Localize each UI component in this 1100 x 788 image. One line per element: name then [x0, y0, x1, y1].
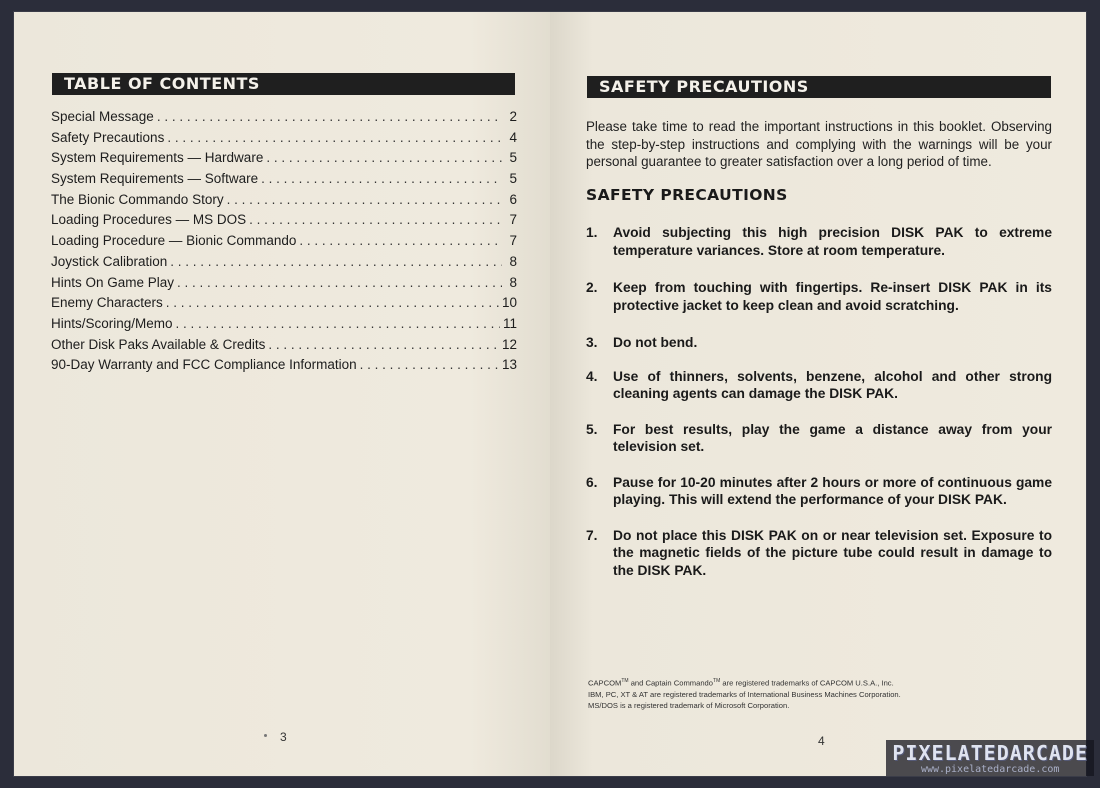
toc-leader-dots	[176, 316, 500, 331]
table-of-contents	[51, 109, 517, 378]
safety-rule	[586, 334, 1052, 352]
toc-entry-title: System Requirements — Hardware	[51, 150, 264, 166]
toc-entry-title: Special Message	[51, 109, 154, 124]
toc-entry-page: 8	[509, 253, 517, 269]
toc-entry-page: 7	[509, 233, 517, 249]
footnote-capcom: CAPCOM	[588, 678, 622, 688]
watermark-url: www.pixelatedarcade.com	[920, 764, 1060, 775]
toc-leader-dots	[266, 150, 502, 165]
toc-leader-dots	[166, 295, 499, 310]
toc-entry-title: The Bionic Commando Story	[51, 191, 224, 207]
toc-entry-page: 11	[502, 315, 517, 331]
right-page-number: 4	[818, 734, 825, 748]
safety-rule-text: Pause for 10-20 minutes after 2 hours or more of continuous game playing. This will extend the performance of your DISK PAK.	[613, 474, 1052, 507]
safety-rule-number: 2.	[586, 280, 598, 295]
watermark-title: PIXELATEDARCADE	[892, 741, 1088, 765]
toc-leader-dots	[227, 192, 502, 207]
toc-entry-page: 7	[509, 212, 517, 228]
toc-entry-title: Other Disk Paks Available & Credits	[51, 336, 266, 352]
safety-rule-number: 4.	[586, 368, 598, 384]
footnote-line-2: IBM, PC, XT & AT are registered trademarks of International Business Machines Corporation.	[588, 689, 901, 699]
safety-rule-number: 3.	[586, 335, 598, 350]
right-page	[550, 12, 1086, 776]
toc-entry	[51, 295, 517, 316]
toc-entry-title: Loading Procedures — MS DOS	[51, 212, 247, 228]
toc-entry-title: Hints On Game Play	[51, 274, 175, 290]
toc-entry-page: 2	[509, 109, 517, 124]
toc-entry-page: 6	[509, 191, 517, 207]
toc-entry	[51, 316, 517, 337]
toc-entry-page: 4	[509, 129, 517, 145]
safety-rule	[586, 474, 1052, 509]
toc-entry-page: 12	[501, 336, 517, 352]
safety-subheading: SAFETY PRECAUTIONS	[586, 186, 788, 204]
toc-entry	[51, 357, 517, 378]
toc-entry	[51, 337, 517, 358]
safety-rule	[586, 421, 1052, 456]
safety-rule-number: 7.	[586, 527, 598, 543]
toc-entry-title: System Requirements — Software	[51, 171, 259, 187]
safety-rule	[586, 368, 1052, 403]
toc-leader-dots	[268, 337, 499, 352]
footnote-captain: and Captain Commando	[628, 678, 714, 688]
safety-rule-text: Keep from touching with fingertips. Re-insert DISK PAK in its protective jacket to keep clean and avoid scratching.	[613, 280, 1052, 313]
footnote-rest: are registered trademarks of CAPCOM U.S.A., Inc.	[720, 678, 894, 688]
toc-entry-title: Loading Procedure — Bionic Commando	[51, 233, 297, 249]
toc-entry-page: 5	[509, 171, 517, 187]
toc-entry	[51, 254, 517, 275]
footnote-line-1	[588, 676, 968, 689]
safety-heading: SAFETY PRECAUTIONS	[587, 76, 1051, 98]
safety-rule-text: Use of thinners, solvents, benzene, alcohol and other strong cleaning agents can damage the DISK PAK.	[613, 368, 1052, 401]
intro-paragraph: Please take time to read the important instructions in this booklet. Observing the step-by-step instructions and complying with the warnings will be your personal guarantee to greater satisfaction over a long period of time.	[586, 119, 1052, 169]
toc-leader-dots	[261, 171, 502, 186]
toc-entry	[51, 150, 517, 171]
toc-entry	[51, 171, 517, 192]
toc-entry-page: 10	[501, 295, 517, 311]
trademark-footnotes	[588, 676, 968, 711]
toc-entry	[51, 192, 517, 213]
toc-entry-title: Hints/Scoring/Memo	[51, 315, 173, 331]
toc-entry-page: 13	[501, 357, 517, 373]
toc-entry	[51, 130, 517, 151]
safety-rule	[586, 224, 1052, 259]
toc-leader-dots	[157, 109, 502, 124]
safety-rule-text: Do not bend.	[613, 335, 698, 350]
toc-leader-dots	[249, 212, 502, 227]
safety-rule	[586, 527, 1052, 580]
toc-entry-title: Joystick Calibration	[51, 253, 168, 269]
toc-leader-dots	[360, 357, 499, 372]
safety-rule-text: Do not place this DISK PAK on or near television set. Exposure to the magnetic fields of the picture tube could result in damage to the DISK PAK.	[613, 527, 1052, 578]
safety-rules-list	[586, 224, 1052, 579]
trademark-sup: TM	[621, 678, 629, 684]
toc-entry	[51, 275, 517, 296]
print-mark	[264, 734, 267, 737]
safety-rule-text: For best results, play the game a distance away from your television set.	[613, 421, 1052, 454]
toc-entry-page: 5	[509, 150, 517, 166]
toc-entry-page: 8	[509, 274, 517, 290]
toc-leader-dots	[177, 275, 502, 290]
safety-rule-number: 6.	[586, 474, 598, 490]
safety-rule-number: 5.	[586, 421, 598, 437]
trademark-sup: TM	[713, 678, 721, 684]
toc-heading: TABLE OF CONTENTS	[52, 73, 515, 95]
toc-entry	[51, 212, 517, 233]
booklet-spread	[14, 12, 1086, 776]
safety-rule	[586, 279, 1052, 314]
toc-entry	[51, 109, 517, 130]
watermark	[886, 740, 1094, 776]
toc-leader-dots	[170, 254, 502, 269]
toc-entry-title: Safety Precautions	[51, 129, 165, 145]
toc-leader-dots	[167, 130, 502, 145]
left-page	[14, 12, 550, 776]
safety-rule-number: 1.	[586, 225, 598, 240]
toc-leader-dots	[299, 233, 502, 248]
safety-rule-text: Avoid subjecting this high precision DISK PAK to extreme temperature variances. Store at room temperature.	[613, 225, 1052, 258]
toc-entry-title: Enemy Characters	[51, 295, 163, 311]
footnote-line-3: MS/DOS is a registered trademark of Microsoft Corporation.	[588, 700, 790, 710]
toc-entry-title: 90-Day Warranty and FCC Compliance Information	[51, 357, 357, 373]
toc-entry	[51, 233, 517, 254]
left-page-number: 3	[280, 730, 287, 744]
